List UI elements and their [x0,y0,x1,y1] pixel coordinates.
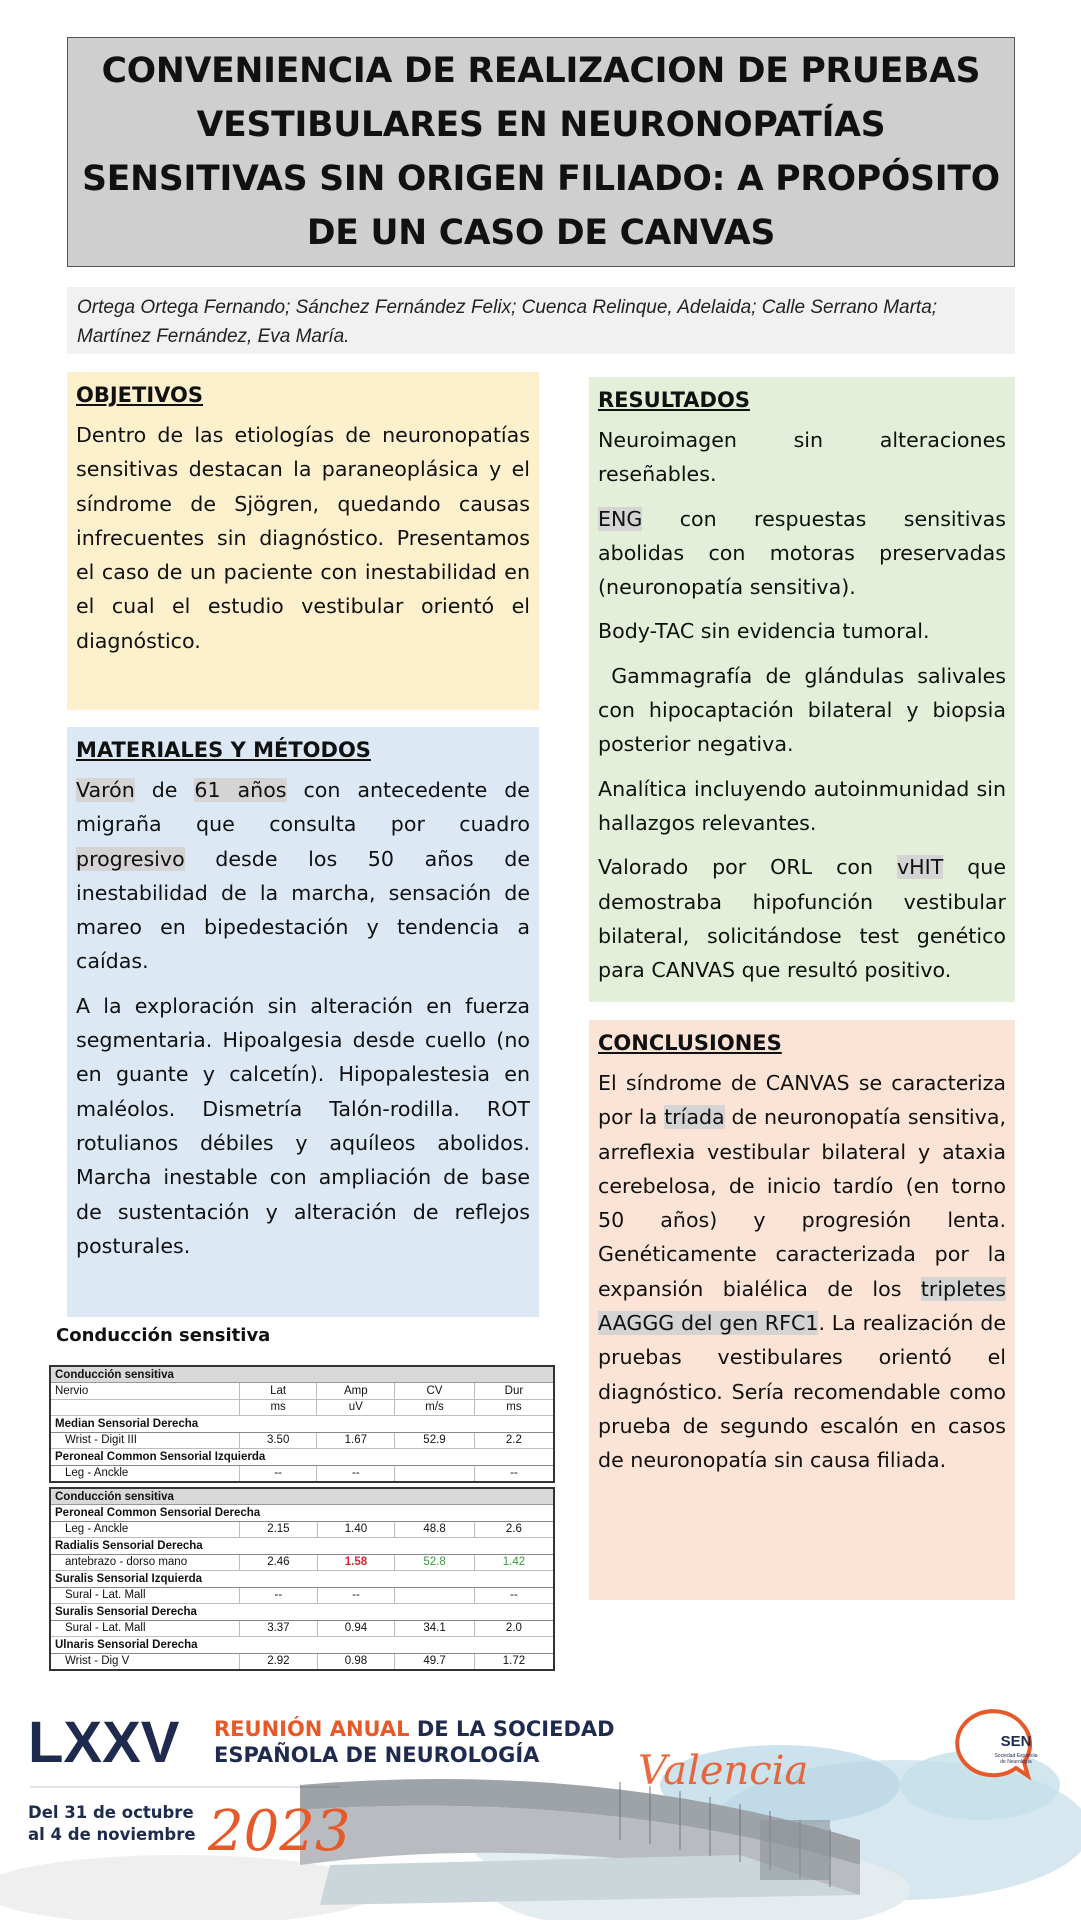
text-span: que demostraba hipofunción vestibular bilateral, solicitándose test genético para CANVAS que resultó positivo. [598,855,1006,983]
amp-cell: 1.67 [317,1432,395,1449]
text-span: El síndrome de CANVAS se caracteriza por la [598,1071,1006,1130]
text-span: desde los 50 años de inestabilidad de la marcha, sensación de mareo en bipedestación y tendencia a caídas. [76,846,530,974]
title-box [67,37,1015,267]
table-section-header [50,1366,554,1383]
text-span: con antecedente de migraña que consulta por cuadro [76,778,530,837]
site-cell: antebrazo - dorso mano [50,1554,240,1571]
unit-cell: ms [474,1399,554,1416]
cv-cell: 49.7 [395,1653,475,1670]
nerve-group-label: Ulnaris Sensorial Derecha [50,1637,554,1654]
materiales-heading: MATERIALES Y MÉTODOS [76,738,371,762]
footer-year: 2023 [208,1799,351,1864]
dur-cell: 1.42 [474,1554,554,1571]
sen-logo-text: SEN [1000,1733,1032,1750]
table-row [50,1432,554,1449]
resultados-neuroimagen: Neuroimagen sin alteraciones reseñables. [598,428,1006,487]
unit-cell: uV [317,1399,395,1416]
section-label: Conducción sensitiva [50,1366,554,1383]
column-header: Dur [474,1383,554,1400]
unit-cell: ms [239,1399,317,1416]
lat-cell: -- [239,1465,317,1482]
amp-cell: -- [317,1465,395,1482]
nerve-group-label: Peroneal Common Sensorial Izquierda [50,1449,554,1466]
table-section-header [50,1488,554,1505]
materiales-panel [67,727,539,1317]
resultados-vhit [598,850,1006,987]
lat-cell: 2.46 [240,1554,318,1571]
nerve-group-row [50,1637,554,1654]
cv-cell: 52.9 [395,1432,475,1449]
poster-title: CONVENIENCIA DE REALIZACION DE PRUEBAS VESTIBULARES EN NEURONOPATÍAS SENSITIVAS SIN ORIGEN FILIADO: A PROPÓSITO DE UN CASO DE CANVAS [82,51,1000,253]
footer-line1-navy: DE LA SOCIEDAD [409,1717,615,1741]
dur-cell: 2.0 [474,1620,554,1637]
dur-cell: 1.72 [474,1653,554,1670]
text-span: con respuestas sensitivas abolidas con motoras preservadas (neuronopatía sensitiva). [598,506,1006,600]
site-cell: Sural - Lat. Mall [50,1587,240,1604]
highlight-progresivo: progresivo [76,846,185,871]
footer-numeral: LXXV [28,1710,180,1775]
text-span: de neuronopatía sensitiva, arreflexia vestibular bilateral y ataxia cerebelosa, de inicio tardío (en torno 50 años) y progresión lenta. Genéticamente caracterizada por la expansión bialélica de los [598,1105,1006,1301]
authors: Ortega Ortega Fernando; Sánchez Fernández Felix; Cuenca Relinque, Adelaida; Calle Serrano Marta; Martínez Fernández, Eva María. [67,287,1015,354]
congress-footer [0,1690,1081,1920]
footer-line1 [214,1716,615,1741]
site-cell: Leg - Anckle [50,1521,240,1538]
nerve-group-row [50,1538,554,1555]
nerve-group-row [50,1571,554,1588]
highlight-varon: Varón [76,778,135,802]
highlight-triada: tríada [664,1105,725,1130]
footer-city: Valencia [638,1748,809,1794]
nerve-group-label: Radialis Sensorial Derecha [50,1538,554,1555]
footer-line2: ESPAÑOLA DE NEUROLOGÍA [214,1743,540,1767]
footer-line1-orange: REUNIÓN ANUAL [214,1717,410,1741]
highlight-vhit: vHIT [896,855,944,880]
nerve-group-label: Suralis Sensorial Derecha [50,1604,554,1621]
resultados-gammagrafia: Gammagrafía de glándulas salivales con hipocaptación bilateral y biopsia posterior negativa. [598,663,1013,757]
ncs-table-1 [49,1365,555,1483]
cv-cell [395,1465,475,1482]
column-header: Amp [317,1383,395,1400]
dur-cell: -- [474,1587,554,1604]
dur-cell: -- [474,1465,554,1482]
lat-cell: 2.92 [240,1653,318,1670]
site-cell: Leg - Anckle [50,1465,239,1482]
ncs-title: Conducción sensitiva [56,1325,271,1346]
table-row [50,1653,554,1670]
amp-cell: 0.98 [317,1653,395,1670]
resultados-analitica: Analítica incluyendo autoinmunidad sin hallazgos relevantes. [598,776,1006,835]
resultados-panel [589,377,1015,1002]
cv-cell: 34.1 [395,1620,475,1637]
site-cell: Wrist - Dig V [50,1653,240,1670]
section-label: Conducción sensitiva [50,1488,554,1505]
footer-date-2: al 4 de noviembre [28,1825,196,1844]
table-row [50,1554,554,1571]
nerve-group-row [50,1604,554,1621]
column-header: CV [395,1383,475,1400]
dur-cell: 2.6 [474,1521,554,1538]
nerve-group-label: Median Sensorial Derecha [50,1416,554,1433]
lat-cell: 3.50 [239,1432,317,1449]
lat-cell: 2.15 [240,1521,318,1538]
table-header-row [50,1383,554,1400]
objetivos-panel [67,372,539,710]
highlight-age: 61 años [194,778,287,802]
cv-cell: 48.8 [395,1521,475,1538]
site-cell: Wrist - Digit III [50,1432,239,1449]
sen-logo [957,1711,1038,1776]
conclusiones-text [598,1066,1006,1478]
table-row [50,1620,554,1637]
materiales-paragraph-2: A la exploración sin alteración en fuerza segmentaria. Hipoalgesia desde cuello (no en guante y calcetín). Hipopalestesia en maléolos. Dismetría Talón-rodilla. ROT rotulianos débiles y aquíleos abolidos. Marcha inestable con ampliación de base de sustentación y alteración de reflejos posturales. [76,993,530,1258]
nerve-group-row [50,1505,554,1522]
site-cell: Sural - Lat. Mall [50,1620,240,1637]
highlight-tripletes: tripletes AAGGG del gen RFC1 [598,1276,1006,1336]
resultados-heading: RESULTADOS [598,388,750,412]
sen-logo-sub-2: de Neurología [1000,1759,1032,1765]
conclusiones-panel [589,1020,1015,1600]
text-span: . La realización de pruebas vestibulares orientó el diagnóstico. Sería recomendable como prueba de segundo escalón en casos de neuronopatía sin causa filiada. [598,1311,1006,1473]
table-row [50,1521,554,1538]
text-span: de [134,778,195,802]
ncs-table-2 [49,1487,555,1671]
text-span: Valorado por ORL con [598,855,897,880]
resultados-body-tac: Body-TAC sin evidencia tumoral. [598,619,930,644]
cv-cell [395,1587,475,1604]
table-row [50,1587,554,1604]
lat-cell: -- [240,1587,318,1604]
materiales-paragraph-1 [76,773,530,979]
column-header: Lat [239,1383,317,1400]
highlight-eng: ENG [598,506,643,531]
table-row [50,1465,554,1482]
empty-cell [50,1399,239,1416]
cv-cell: 52.8 [395,1554,475,1571]
dur-cell: 2.2 [474,1432,554,1449]
footer-graphic [0,1690,1081,1920]
table-units-row [50,1399,554,1416]
resultados-eng [598,502,1006,605]
amp-cell: 1.58 [317,1554,395,1571]
nerve-group-label: Suralis Sensorial Izquierda [50,1571,554,1588]
amp-cell: 0.94 [317,1620,395,1637]
unit-cell: m/s [395,1399,475,1416]
amp-cell: -- [317,1587,395,1604]
amp-cell: 1.40 [317,1521,395,1538]
nerve-group-row [50,1449,554,1466]
lat-cell: 3.37 [240,1620,318,1637]
nerve-group-label: Peroneal Common Sensorial Derecha [50,1505,554,1522]
objetivos-text: Dentro de las etiologías de neuronopatías sensitivas destacan la paraneoplásica y el síndrome de Sjögren, quedando causas infrecuentes sin diagnóstico. Presentamos el caso de un paciente con inestabilidad en el cual el estudio vestibular orientó el diagnóstico. [76,423,530,653]
sen-logo-sub-1: Sociedad Española [994,1753,1038,1759]
footer-date-1: Del 31 de octubre [28,1803,194,1822]
objetivos-heading: OBJETIVOS [76,383,204,407]
conclusiones-heading: CONCLUSIONES [598,1031,782,1055]
nerve-header: Nervio [50,1383,239,1400]
nerve-group-row [50,1416,554,1433]
